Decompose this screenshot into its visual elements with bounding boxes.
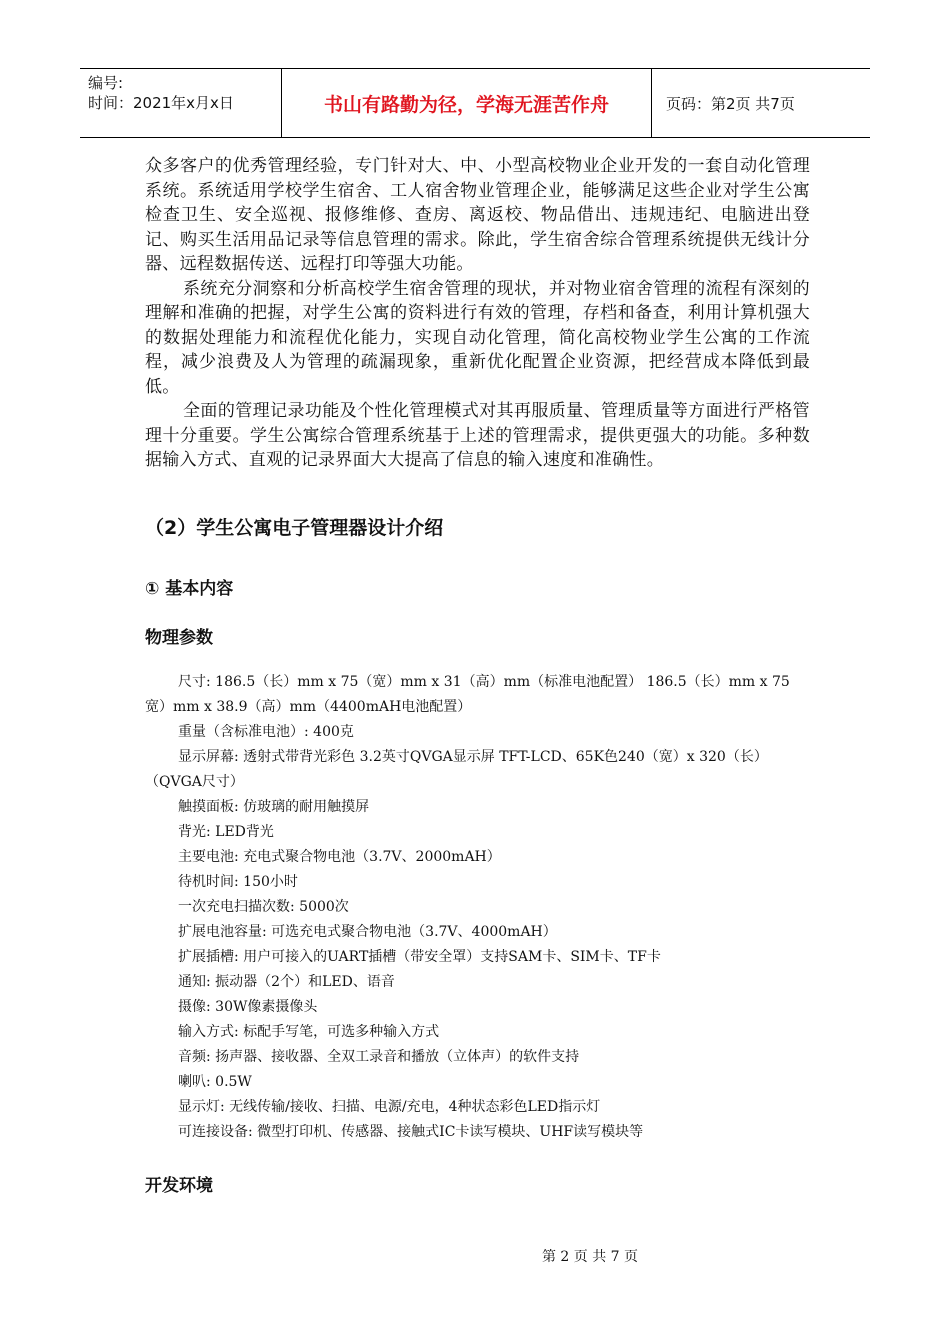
page-footer: 第 2 页 共 7 页 (541, 1249, 639, 1265)
section-heading: （2）学生公寓电子管理器设计介绍 (145, 516, 444, 539)
header-motto: 书山有路勤为径，学海无涯苦作舟 (282, 69, 652, 137)
spec-item: 背光: LED背光 (178, 823, 274, 840)
spec-item: 音频: 扬声器、接收器、全双工录音和播放（立体声）的软件支持 (178, 1048, 580, 1065)
spec-item: 通知: 振动器（2个）和LED、语音 (178, 973, 395, 990)
spec-item: 摄像: 30W像素摄像头 (178, 998, 318, 1015)
spec-item: 扩展电池容量: 可选充电式聚合物电池（3.7V、4000mAH） (178, 923, 557, 940)
spec-item: 扩展插槽: 用户可接入的UART插槽（带安全罩）支持SAM卡、SIM卡、TF卡 (178, 948, 661, 965)
body-paragraph: 众多客户的优秀管理经验，专门针对大、中、小型高校物业企业开发的一套自动化管理系统。系统适用学校学生宿舍、工人宿舍物业管理企业，能够满足这些企业对学生公寓检查卫生、安全巡视、报修维修、查房、离返校、物品借出、违规违纪、电脑进出登记、购买生活用品记录等信息管理的需求。除此，学生宿舍综合管理系统提供无线计分器、远程数据传送、远程打印等强大功能。 (145, 156, 810, 274)
spec-item: 待机时间: 150小时 (178, 873, 298, 890)
body-paragraph: 系统充分洞察和分析高校学生宿舍管理的现状，并对物业宿舍管理的流程有深刻的理解和准确的把握，对学生公寓的资料进行有效的管理，存档和备查，利用计算机强大的数据处理能力和流程优化能力，实现自动化管理，简化高校物业学生公寓的工作流程，减少浪费及人为管理的疏漏现象，重新优化配置企业资源，把经营成本降低到最低。 (145, 278, 810, 397)
spec-item: 显示灯: 无线传输/接收、扫描、电源/充电，4种状态彩色LED指示灯 (178, 1098, 601, 1115)
spec-item: 显示屏幕: 透射式带背光彩色 3.2英寸QVGA显示屏 TFT-LCD、65K色240（宽）x 320（长）（QVGA尺寸） (145, 748, 768, 790)
spec-item: 喇叭: 0.5W (178, 1073, 252, 1090)
document-body (145, 154, 810, 1196)
spec-item: 输入方式: 标配手写笔，可选多种输入方式 (178, 1023, 440, 1040)
spec-item: 重量（含标准电池）: 400克 (178, 723, 354, 740)
document-number-label: 编号: (88, 74, 124, 92)
subsection-heading: ① 基本内容 (145, 578, 234, 599)
document-date: 时间：2021年x月x日 (88, 94, 234, 112)
spec-item: 一次充电扫描次数: 5000次 (178, 898, 349, 915)
spec-item: 尺寸: 186.5（长）mm x 75（宽）mm x 31（高）mm（标准电池配置） 186.5（长）mm x 75宽）mm x 38.9（高）mm（4400mAH电池配置） (145, 673, 790, 715)
body-paragraph: 全面的管理记录功能及个性化管理模式对其再服质量、管理质量等方面进行严格管理十分重要。学生公寓综合管理系统基于上述的管理需求，提供更强大的功能。多种数据输入方式、直观的记录界面大大提高了信息的输入速度和准确性。 (145, 401, 810, 470)
header-page-info: 页码：第2页 共7页 (666, 94, 795, 113)
page-header (80, 68, 870, 138)
spec-item: 可连接设备: 微型打印机、传感器、接触式IC卡读写模块、UHF读写模块等 (178, 1123, 644, 1140)
header-meta (80, 69, 282, 137)
physical-params-heading: 物理参数 (145, 627, 213, 648)
spec-item: 触摸面板: 仿玻璃的耐用触摸屏 (178, 798, 370, 815)
spec-list (145, 670, 810, 1145)
spec-item: 主要电池: 充电式聚合物电池（3.7V、2000mAH） (178, 848, 501, 865)
dev-env-heading: 开发环境 (145, 1175, 213, 1196)
